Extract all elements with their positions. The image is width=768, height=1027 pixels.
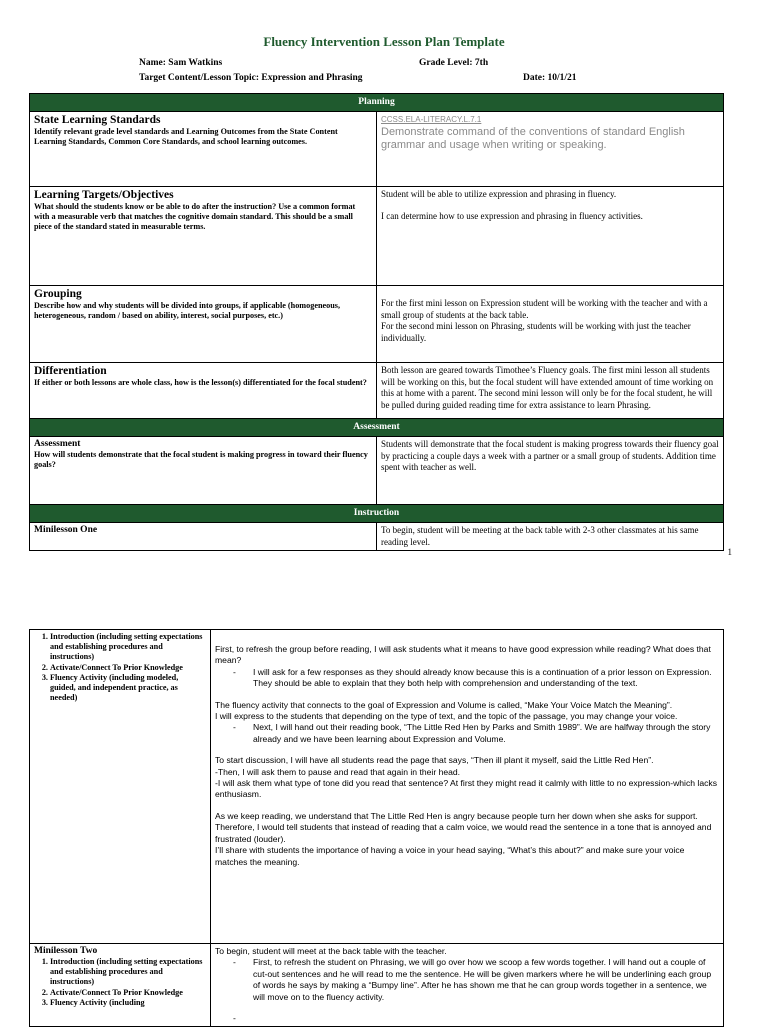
procedure-steps (34, 632, 206, 703)
assessment-description: How will students demonstrate that the focal student is making progress in toward their fluency goals? (34, 450, 368, 470)
standard-text: Demonstrate command of the conventions of standard English grammar and usage when writing or speaking. (381, 125, 685, 151)
ml1-text-6: -I will ask them what type of tone did you read that sentence? At first they might read it calmly with little to no expression-which lacks enthusiasm. (215, 778, 718, 800)
ml2-bullet-2: - (233, 1013, 236, 1024)
lesson-plan-table (29, 93, 724, 551)
step-introduction: 1. Introduction (including setting expectations and establishing procedures and instructions) (50, 632, 206, 663)
ml1-bullet-2: - Next, I will hand out their reading book, “The Little Red Hen by Parks and Smith 1989”. We are halfway through the story already and we have been learning about Expression and Volume. (233, 722, 711, 744)
standards-row (30, 112, 724, 187)
teacher-name: Name: Sam Watkins (139, 58, 223, 68)
grouping-heading: Grouping (34, 288, 82, 300)
minilesson-one-intro: To begin, student will be meeting at the back table with 2-3 other classmates at his same reading level. (381, 525, 699, 547)
differentiation-description: If either or both lessons are whole class, how is the lesson(s) differentiated for the focal student? (34, 378, 367, 387)
step-activate: 2. Activate/Connect To Prior Knowledge (50, 663, 206, 673)
ml1-text-2: The fluency activity that connects to the goal of Expression and Volume is called, “Make Your Voice Match the Meaning”. (215, 699, 673, 710)
instruction-header: Instruction (30, 505, 724, 523)
planning-header: Planning (30, 94, 724, 112)
standards-description: Identify relevant grade level standards and Learning Outcomes from the State Content Learning Standards, Common Core Standards, and school learning outcomes. (34, 127, 338, 147)
grouping-text-2: For the second mini lesson on Phrasing, students will be working with just the teacher individually. (381, 321, 691, 343)
ml1-bullet-1: - I will ask for a few responses as they should already know because this is a continuation of a prior lesson on Expression. They should be able to explain that they both help with comprehension and understanding of the text. (233, 666, 712, 689)
targets-heading: Learning Targets/Objectives (34, 189, 174, 201)
targets-text-2: I can determine how to use expression and phrasing in fluency activities. (381, 210, 643, 221)
differentiation-row (30, 363, 724, 419)
step-fluency-activity-2: 3. Fluency Activity (including (50, 998, 206, 1008)
step-fluency-activity: 3. Fluency Activity (including modeled, guided, and independent practice, as needed) (50, 673, 206, 704)
page-number: 1 (727, 547, 732, 557)
differentiation-heading: Differentiation (34, 365, 107, 377)
procedure-steps-2 (34, 957, 206, 1008)
grouping-text-1: For the first mini lesson on Expression student will be working with the teacher and with a small group of students at the back table. (381, 298, 708, 320)
standards-heading: State Learning Standards (34, 114, 161, 126)
step-introduction-2: 1. Introduction (including setting expectations and establishing procedures and instructions) (50, 957, 206, 988)
ml2-text-1: To begin, student will meet at the back table with the teacher. (215, 946, 447, 956)
grouping-row (30, 286, 724, 363)
ml1-text-3: I will express to the students that depending on the type of text, and the topic of the passage, you may change your voice. (215, 711, 678, 722)
ml1-text-1: First, to refresh the group before reading, I will ask students what it means to have good expression while reading? What does that mean? (215, 644, 711, 666)
assessment-heading: Assessment (34, 439, 81, 449)
ml1-text-7: As we keep reading, we understand that The Little Red Hen is angry because people turn her down when she asks for support. Therefore, I would tell students that instead of reading that a calm voice, we would read the sentence in a tone that is annoyed and frustrated (louder). (215, 810, 712, 844)
minilesson-two-row (30, 944, 724, 1027)
lesson-plan-table-continued (29, 629, 724, 1027)
lesson-date: Date: 10/1/21 (523, 73, 577, 83)
assessment-row (30, 437, 724, 505)
ml1-text-5: -Then, I will ask them to pause and read that again in their head. (215, 766, 461, 777)
minilesson-one-detail-row (30, 630, 724, 944)
minilesson-one-row (30, 523, 724, 551)
minilesson-two-heading: Minilesson Two (34, 946, 98, 956)
ml1-text-8: I’ll share with students the importance of having a voice in your head saying, “What’s this about?” and make sure your voice matches the meaning. (215, 845, 685, 867)
targets-row (30, 187, 724, 286)
lesson-topic: Target Content/Lesson Topic: Expression and Phrasing (139, 73, 363, 83)
ml1-text-4: To start discussion, I will have all students read the page that says, “Then ill plant it myself, said the Little Red Hen”. (215, 755, 654, 766)
assessment-text: Students will demonstrate that the focal student is making progress towards their fluency goal by practicing a couple days a week with a partner or a small group of students. Addition time spent with teacher as well. (381, 439, 719, 472)
step-activate-2: 2. Activate/Connect To Prior Knowledge (50, 988, 206, 998)
targets-description: What should the students know or be able to do after the instruction? Use a common format with a measurable verb that matches the cognitive domain standard. This should be a small piece of the standard stated in measurable terms. (34, 202, 356, 232)
grade-level: Grade Level: 7th (419, 58, 489, 68)
minilesson-one-heading: Minilesson One (34, 525, 98, 535)
ml2-bullet-1: - First, to refresh the student on Phrasing, we will go over how we scoop a few words together. I will hand out a couple of cut-out sentences and he will read to me the sentence. He will be given markers where he will be underlining each group of words he says by making a “Bumpy line”. After he has shown me that he can group words together in a sentence, we will move on to the fluency activity. (233, 957, 712, 1002)
targets-text-1: Student will be able to utilize expression and phrasing in fluency. (381, 189, 617, 199)
assessment-header: Assessment (30, 419, 724, 437)
document-title: Fluency Intervention Lesson Plan Template (263, 34, 505, 49)
differentiation-text: Both lesson are geared towards Timothee’s Fluency goals. The first mini lesson all students will be working on this, but the focal student will have extended amount of time working on this at home with a parent. The second mini lesson will only be for the focal student, he will be pulled during guided reading time for extra assistance to learn Phrasing. (381, 365, 714, 410)
standard-code-link[interactable]: CCSS.ELA-LITERACY.L.7.1 (381, 115, 482, 124)
grouping-description: Describe how and why students will be divided into groups, if applicable (homogeneous, heterogeneous, random / based on ability, interest, social purposes, etc.) (34, 301, 341, 321)
